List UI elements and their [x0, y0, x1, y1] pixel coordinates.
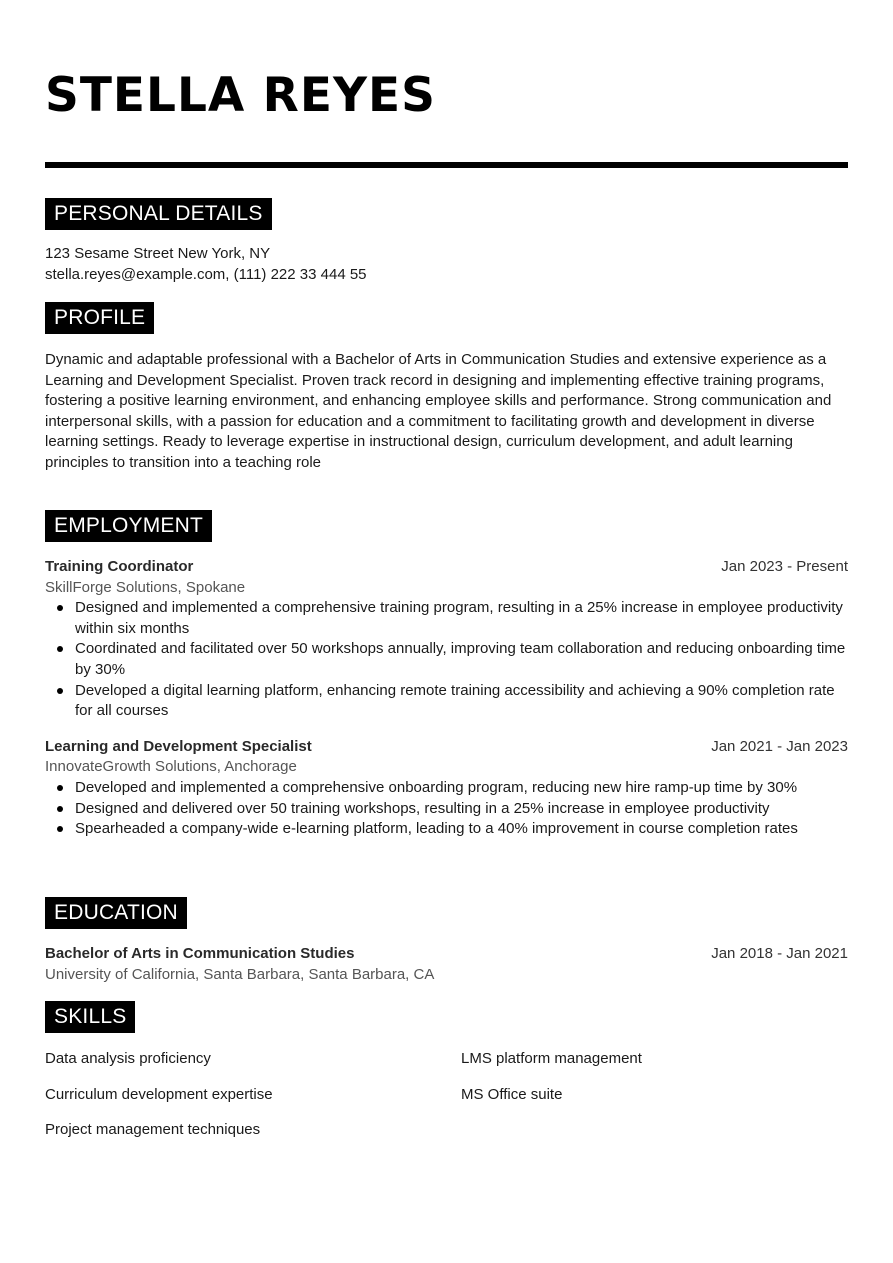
skill-item: MS Office suite	[461, 1085, 563, 1103]
bullet-icon	[57, 605, 63, 611]
contact-text: stella.reyes@example.com, (111) 222 33 444 55	[45, 265, 367, 283]
education-section	[45, 897, 848, 985]
list-item: Coordinated and facilitated over 50 workshops annually, improving team collaboration and reducing onboarding time by 30%	[45, 639, 848, 680]
bullet-icon	[57, 826, 63, 832]
job-entry	[45, 737, 848, 840]
candidate-name: STELLA REYES	[45, 68, 436, 123]
employment-section	[45, 510, 848, 840]
degree-title: Bachelor of Arts in Communication Studies	[45, 945, 355, 962]
job-company: InnovateGrowth Solutions, Anchorage	[45, 758, 297, 776]
list-item: Developed a digital learning platform, enhancing remote training accessibility and achieving a 90% completion rate for all courses	[45, 681, 848, 722]
profile-section	[45, 302, 848, 474]
bullet-icon	[57, 785, 63, 791]
job-dates: Jan 2021 - Jan 2023	[711, 737, 848, 755]
personal-details-section	[45, 198, 848, 285]
list-item: Designed and implemented a comprehensive training program, resulting in a 25% increase in employee productivity within six months	[45, 598, 848, 639]
bullet-icon	[57, 646, 63, 652]
skill-item: LMS platform management	[461, 1050, 642, 1067]
address-text: 123 Sesame Street New York, NY	[45, 245, 271, 262]
section-heading-skills: SKILLS	[45, 1001, 135, 1033]
skill-item: Project management techniques	[45, 1121, 261, 1139]
resume-page	[45, 0, 848, 1139]
job-bullets	[45, 778, 848, 840]
list-item: Spearheaded a company-wide e-learning platform, leading to a 40% improvement in course completion rates	[45, 819, 848, 840]
skill-item: Data analysis proficiency	[45, 1050, 211, 1067]
education-dates: Jan 2018 - Jan 2021	[711, 945, 848, 962]
section-heading-personal-details: PERSONAL DETAILS	[45, 198, 272, 230]
job-bullets	[45, 598, 848, 722]
skill-item: Curriculum development expertise	[45, 1085, 273, 1103]
job-company: SkillForge Solutions, Spokane	[45, 578, 246, 596]
job-title: Training Coordinator	[45, 558, 194, 575]
job-title: Learning and Development Specialist	[45, 737, 312, 755]
bullet-icon	[57, 806, 63, 812]
job-entry	[45, 557, 848, 722]
section-heading-employment: EMPLOYMENT	[45, 510, 212, 542]
list-item: Designed and delivered over 50 training workshops, resulting in a 25% increase in employee productivity	[45, 799, 848, 820]
skills-list	[45, 1049, 848, 1141]
job-dates: Jan 2023 - Present	[721, 558, 848, 575]
list-item: Developed and implemented a comprehensive onboarding program, reducing new hire ramp-up time by 30%	[45, 778, 848, 799]
section-heading-education: EDUCATION	[45, 897, 187, 929]
header-divider	[45, 162, 848, 168]
section-heading-profile: PROFILE	[45, 302, 154, 334]
profile-summary: Dynamic and adaptable professional with a Bachelor of Arts in Communication Studies and extensive experience as a Learning and Development Specialist. Proven track record in designing and implementing effective training programs, fostering a positive learning environment, and enhancing employee skills and performance. Strong communication and interpersonal skills, with a passion for education and a commitment to facilitating growth and development in diverse learning settings. Ready to leverage expertise in instructional design, curriculum development, and adult learning principles to transition into a teaching role	[45, 351, 832, 471]
bullet-icon	[57, 688, 63, 694]
skills-section	[45, 1001, 848, 1141]
school-name: University of California, Santa Barbara, Santa Barbara, CA	[45, 965, 435, 983]
